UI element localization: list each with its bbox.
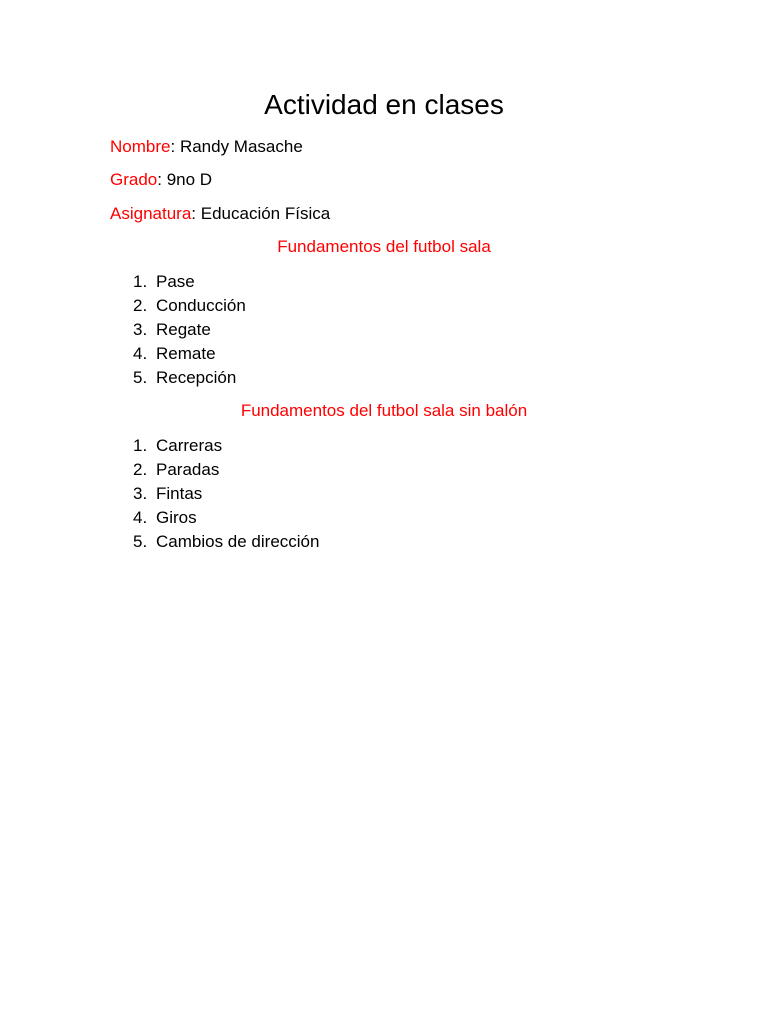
field-asignatura bbox=[110, 203, 330, 225]
list-item-text: Conducción bbox=[156, 296, 246, 315]
list-item bbox=[0, 367, 768, 391]
list-item-number: 4. bbox=[133, 344, 148, 363]
list-item-text: Pase bbox=[156, 272, 195, 291]
field-separator: : bbox=[191, 204, 197, 223]
field-label-grado: Grado bbox=[110, 170, 158, 189]
list-item-text: Carreras bbox=[156, 436, 223, 455]
field-nombre bbox=[110, 136, 303, 158]
list-item bbox=[0, 531, 768, 555]
list-item-text: Paradas bbox=[156, 460, 220, 479]
list-item-text: Regate bbox=[156, 320, 211, 339]
list-item bbox=[0, 271, 768, 295]
list-item bbox=[0, 459, 768, 483]
field-value-asignatura: Educación Física bbox=[200, 204, 331, 223]
list-item-text: Giros bbox=[156, 508, 197, 527]
field-label-nombre: Nombre bbox=[110, 137, 171, 156]
sin-balon-list bbox=[0, 435, 768, 555]
list-item bbox=[0, 319, 768, 343]
list-item-number: 2. bbox=[133, 296, 148, 315]
section-heading-fundamentos: Fundamentos del futbol sala bbox=[277, 237, 491, 256]
list-item bbox=[0, 435, 768, 459]
field-value-nombre: Randy Masache bbox=[179, 137, 303, 156]
list-item-number: 2. bbox=[133, 460, 148, 479]
list-item-text: Remate bbox=[156, 344, 216, 363]
list-item-text: Cambios de dirección bbox=[156, 532, 320, 551]
list-item bbox=[0, 343, 768, 367]
list-item-number: 1. bbox=[133, 272, 148, 291]
list-item-number: 5. bbox=[133, 532, 148, 551]
list-item bbox=[0, 507, 768, 531]
list-item-text: Fintas bbox=[156, 484, 203, 503]
field-value-grado: 9no D bbox=[166, 170, 213, 189]
list-item-number: 3. bbox=[133, 484, 148, 503]
field-grado bbox=[110, 169, 212, 191]
list-item-text: Recepción bbox=[156, 368, 237, 387]
list-item-number: 3. bbox=[133, 320, 148, 339]
list-item-number: 5. bbox=[133, 368, 148, 387]
fundamentos-list bbox=[0, 271, 768, 391]
section-heading-sin-balon: Fundamentos del futbol sala sin balón bbox=[240, 401, 528, 420]
list-item bbox=[0, 483, 768, 507]
field-separator: : bbox=[170, 137, 176, 156]
list-item bbox=[0, 295, 768, 319]
field-label-asignatura: Asignatura bbox=[110, 204, 192, 223]
list-item-number: 4. bbox=[133, 508, 148, 527]
field-separator: : bbox=[157, 170, 162, 189]
document-title: Actividad en clases bbox=[264, 89, 504, 120]
list-item-number: 1. bbox=[133, 436, 148, 455]
